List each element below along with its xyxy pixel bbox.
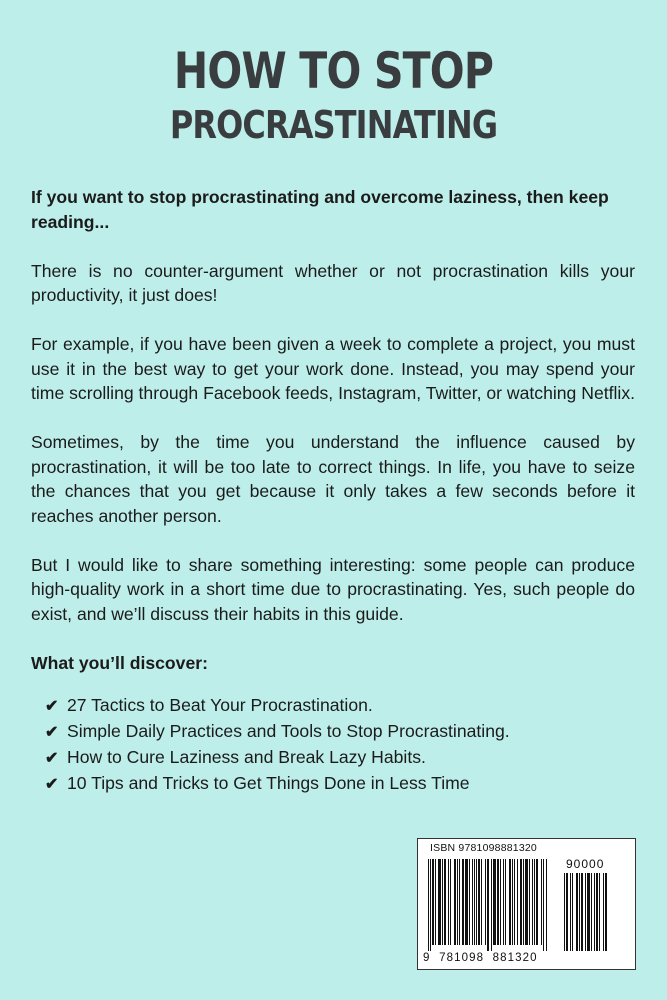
- list-item: [45, 693, 635, 719]
- list-item-text: 27 Tactics to Beat Your Procrastination.: [67, 695, 373, 715]
- paragraph-1: There is no counter-argument whether or not procrastination kills your productivity, it just does!: [31, 260, 635, 305]
- barcode-bars: [428, 859, 554, 951]
- list-item: [45, 745, 635, 771]
- cover-title: [0, 42, 667, 148]
- isbn-barcode: [417, 838, 636, 970]
- list-item-text: How to Cure Laziness and Break Lazy Habits.: [67, 747, 426, 767]
- title-line-1: HOW TO STOP: [173, 42, 494, 100]
- list-item-text: Simple Daily Practices and Tools to Stop Procrastinating.: [67, 721, 510, 741]
- list-item-text: 10 Tips and Tricks to Get Things Done in Less Time: [67, 773, 470, 793]
- paragraph-4: But I would like to share something interesting: some people can produce high-quality work in a short time due to procrastinating. Yes, such people do exist, and we’ll discuss their habits in this guide.: [31, 554, 635, 624]
- paragraph-2: For example, if you have been given a week to complete a project, you must use it in the best way to get your work done. Instead, you may spend your time scrolling through Facebook feeds, Instagram, Twitter, or watching Netflix.: [31, 334, 636, 403]
- isbn-label: ISBN 9781098881320: [430, 842, 537, 854]
- discover-heading: What you’ll discover:: [31, 652, 208, 673]
- title-line-2: PROCRASTINATING: [169, 103, 498, 147]
- discover-list: [31, 693, 635, 797]
- checkmark-icon: ✔: [45, 750, 59, 767]
- checkmark-icon: ✔: [45, 724, 59, 741]
- blurb-text: [31, 185, 635, 797]
- barcode-addon-bars: [564, 873, 624, 951]
- paragraph-3: Sometimes, by the time you understand the influence caused by procrastination, it will be too late to correct things. In life, you have to seize the chances that you get because it only takes a few seconds before it reaches another person.: [31, 432, 635, 526]
- checkmark-icon: ✔: [45, 776, 59, 793]
- list-item: [45, 771, 635, 797]
- checkmark-icon: ✔: [45, 698, 59, 715]
- list-item: [45, 719, 635, 745]
- lead-paragraph: If you want to stop procrastinating and overcome laziness, then keep reading...: [31, 187, 609, 232]
- barcode-digits: 9 781098 881320: [423, 952, 538, 964]
- price-code: 90000: [566, 857, 605, 871]
